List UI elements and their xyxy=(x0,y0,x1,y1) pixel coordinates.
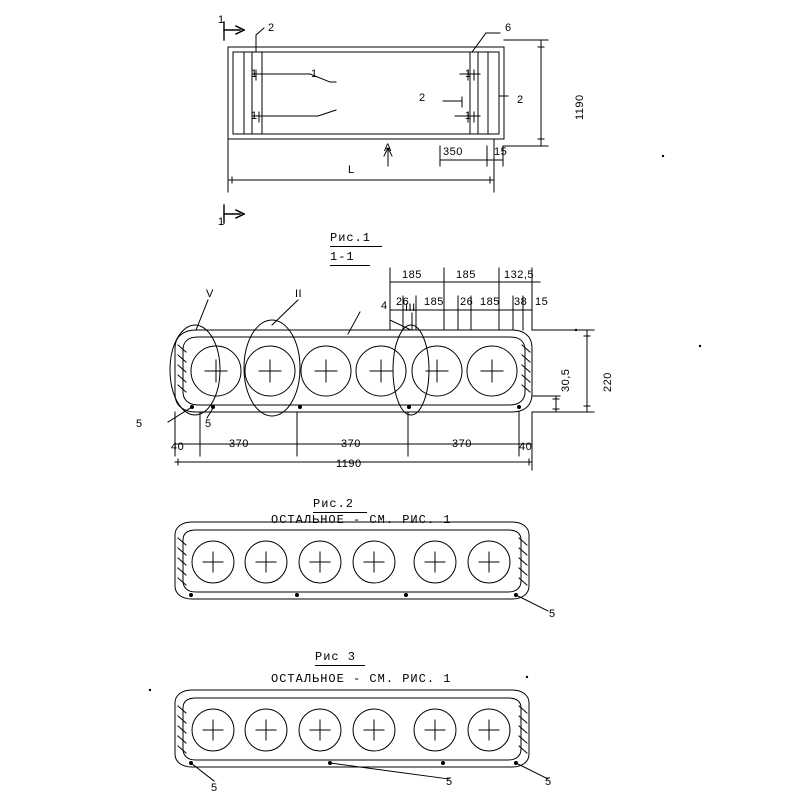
fig3-caption-underline xyxy=(315,665,365,666)
fig3-caption: Рис 3 xyxy=(315,650,357,664)
fig2-dim-370-a: 370 xyxy=(229,438,249,450)
fig2-mark-5-left: 5 xyxy=(136,418,143,430)
fig2-dim-185-d: 185 xyxy=(480,296,500,308)
fig1-pos-2-top: 2 xyxy=(268,22,275,34)
fig2-section-label: 1-1 xyxy=(330,250,355,264)
fig1-pos-1-leftA: 1 xyxy=(251,68,258,80)
fig2-mark-iii: III xyxy=(405,302,416,314)
fig1-dim-15: 15 xyxy=(494,146,508,158)
fig2-section-underline xyxy=(330,265,370,266)
fig2-mark-5-inner: 5 xyxy=(205,418,212,430)
fig2-mark-ii: II xyxy=(295,288,303,300)
fig1-pos-2-right: 2 xyxy=(419,92,426,104)
fig2-mark-v: V xyxy=(206,288,214,300)
fig2-dim-185-b: 185 xyxy=(456,269,476,281)
fig2-note: ОСТАЛЬНОЕ - СМ. РИС. 1 xyxy=(271,513,452,527)
fig2-dim-40-right: 40 xyxy=(519,441,533,453)
fig2-mark-4: 4 xyxy=(381,300,388,312)
fig1-section-mark-bottom: 1 xyxy=(218,216,225,228)
fig1-height-dim: 1190 xyxy=(574,94,586,120)
fig2-dim-26-a: 26 xyxy=(396,296,410,308)
fig1-pos-1-mid: 1 xyxy=(311,68,318,80)
fig2-dim-220: 220 xyxy=(602,372,614,392)
fig1-pos-6: 6 xyxy=(505,22,512,34)
fig1-section-mark-top: 1 xyxy=(218,14,225,26)
fig1-plan-view xyxy=(224,22,548,223)
fig2-dim-15: 15 xyxy=(535,296,549,308)
fig3-section xyxy=(175,522,548,611)
fig4-section xyxy=(175,690,548,781)
fig1-dim-350: 350 xyxy=(443,146,463,158)
fig3-mark-5: 5 xyxy=(549,608,556,620)
fig1-caption-underline xyxy=(330,246,382,247)
fig4-mark-5-right: 5 xyxy=(545,776,552,788)
fig2-caption: Рис.2 xyxy=(313,497,355,511)
fig1-pos-2-small: 2 xyxy=(517,94,524,106)
fig2-dim-370-b: 370 xyxy=(341,438,361,450)
fig4-mark-5-mid: 5 xyxy=(446,776,453,788)
fig2-dim-38: 38 xyxy=(514,296,528,308)
fig2-dim-40-left: 40 xyxy=(171,441,185,453)
fig2-dim-26-b: 26 xyxy=(460,296,474,308)
fig1-caption: Рис.1 xyxy=(330,231,372,245)
fig2-dim-370-c: 370 xyxy=(452,438,472,450)
fig1-length-label: L xyxy=(348,164,355,176)
fig1-pos-1-rightB: 1 xyxy=(465,110,472,122)
fig2-dim-30-5: 30,5 xyxy=(560,368,572,392)
fig1-pos-1-leftB: 1 xyxy=(251,110,258,122)
fig2-dim-overall: 1190 xyxy=(336,458,362,470)
fig1-pos-1-rightA: 1 xyxy=(465,68,472,80)
fig4-mark-5-left: 5 xyxy=(211,782,218,794)
fig2-dim-132-5: 132,5 xyxy=(504,269,535,281)
fig2-dim-185-a: 185 xyxy=(402,269,422,281)
fig1-arrow-a-label: A xyxy=(384,142,392,154)
fig3-note: ОСТАЛЬНОЕ - СМ. РИС. 1 xyxy=(271,672,452,686)
fig2-dim-185-c: 185 xyxy=(424,296,444,308)
